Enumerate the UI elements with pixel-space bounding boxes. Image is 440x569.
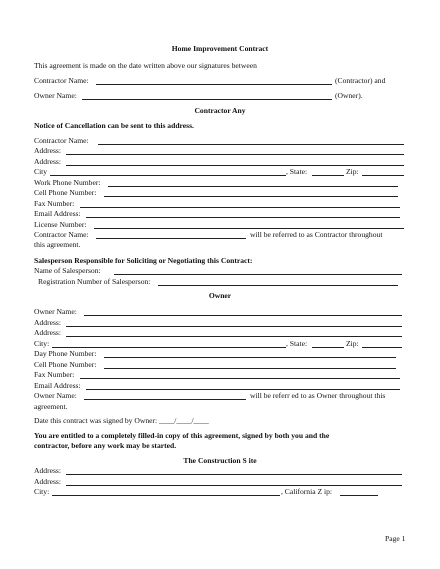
contractor-fax-line[interactable]	[80, 207, 400, 208]
owner-email-label: Email Address:	[34, 381, 81, 390]
contractor-license-label: License Number:	[34, 220, 87, 229]
site-address2-line[interactable]	[66, 485, 402, 486]
contractor-fax-label: Fax Number:	[34, 199, 75, 208]
contractor-referred-text: will be referred to as Contractor throughout	[250, 230, 383, 239]
intro-owner-label: Owner Name:	[34, 91, 77, 100]
contractor-work-phone-line[interactable]	[108, 186, 398, 187]
entitlement-line-2: contractor, before any work may be started.	[34, 441, 177, 450]
site-zip-line[interactable]	[340, 495, 378, 496]
salesperson-registration-line[interactable]	[158, 285, 398, 286]
owner-name-label: Owner Name:	[34, 307, 77, 316]
contractor-zip-line[interactable]	[362, 175, 404, 176]
salesperson-heading: Salesperson Responsible for Soliciting or Negotiating this Contract:	[34, 256, 253, 265]
contractor-address1-label: Address:	[34, 146, 61, 155]
contractor-referred-line[interactable]	[96, 238, 246, 239]
owner-name-line[interactable]	[84, 315, 402, 316]
contractor-cell-phone-label: Cell Phone Number:	[34, 188, 97, 197]
site-address1-label: Address:	[34, 466, 61, 475]
contractor-city-label: City	[34, 167, 48, 176]
owner-cell-phone-label: Cell Phone Number:	[34, 360, 97, 369]
owner-email-line[interactable]	[86, 389, 400, 390]
contractor-city-line[interactable]	[50, 175, 286, 176]
intro-text: This agreement is made on the date written above our signatures between	[34, 61, 257, 70]
site-city-line[interactable]	[52, 495, 280, 496]
owner-referred-text-2: agreement.	[34, 402, 68, 411]
contractor-referred-label: Contractor Name:	[34, 230, 89, 239]
site-city-label: City:	[34, 487, 50, 496]
contractor-email-label: Email Address:	[34, 209, 81, 218]
contractor-address2-line[interactable]	[66, 165, 404, 166]
intro-contractor-line[interactable]	[96, 84, 332, 85]
page-title: Home Improvement Contract	[171, 44, 269, 53]
contractor-heading: Contractor Any	[194, 106, 246, 115]
contractor-name-label: Contractor Name:	[34, 136, 89, 145]
owner-address1-label: Address:	[34, 318, 61, 327]
entitlement-line-1: You are entitled to a completely filled-in copy of this agreement, signed by both you and the	[34, 431, 330, 440]
site-state-zip-label: , California Z ip:	[281, 487, 333, 496]
cancellation-notice: Notice of Cancellation can be sent to this address.	[34, 121, 194, 130]
owner-fax-label: Fax Number:	[34, 370, 75, 379]
salesperson-name-line[interactable]	[114, 274, 402, 275]
signed-date-line[interactable]: Date this contract was signed by Owner: ____/____/____	[34, 416, 209, 425]
owner-zip-line[interactable]	[362, 347, 402, 348]
owner-fax-line[interactable]	[80, 378, 400, 379]
site-address1-line[interactable]	[66, 474, 402, 475]
owner-day-phone-line[interactable]	[104, 357, 396, 358]
owner-city-label: City:	[34, 339, 50, 348]
contractor-state-line[interactable]	[312, 175, 344, 176]
contractor-work-phone-label: Work Phone Number:	[34, 178, 101, 187]
contractor-state-label: , State:	[286, 167, 308, 176]
owner-address2-label: Address:	[34, 328, 61, 337]
owner-referred-line[interactable]	[84, 399, 246, 400]
page-number: Page 1	[385, 534, 406, 543]
owner-day-phone-label: Day Phone Number:	[34, 349, 97, 358]
intro-owner-suffix: (Owner).	[335, 91, 363, 100]
owner-city-line[interactable]	[52, 347, 286, 348]
owner-heading: Owner	[208, 291, 232, 300]
intro-contractor-suffix: (Contractor) and	[335, 76, 386, 85]
owner-referred-text: will be referr ed to as Owner throughout this	[250, 391, 386, 400]
intro-contractor-label: Contractor Name:	[34, 76, 89, 85]
owner-state-line[interactable]	[312, 347, 344, 348]
contractor-license-line[interactable]	[94, 228, 404, 229]
salesperson-name-label: Name of Salesperson:	[34, 266, 101, 275]
salesperson-registration-label: Registration Number of Salesperson:	[38, 277, 151, 286]
contractor-email-line[interactable]	[86, 217, 400, 218]
owner-referred-label: Owner Name:	[34, 391, 77, 400]
site-heading: The Construction S ite	[183, 456, 257, 465]
owner-cell-phone-line[interactable]	[104, 368, 396, 369]
owner-zip-label: Zip:	[346, 339, 359, 348]
owner-state-label: , State:	[286, 339, 308, 348]
site-address2-label: Address:	[34, 477, 61, 486]
contractor-name-line[interactable]	[98, 144, 404, 145]
owner-address2-line[interactable]	[66, 336, 402, 337]
contractor-address2-label: Address:	[34, 157, 61, 166]
intro-owner-line[interactable]	[82, 99, 332, 100]
contractor-referred-text-2: this agreement.	[34, 240, 81, 249]
contractor-cell-phone-line[interactable]	[104, 196, 398, 197]
owner-address1-line[interactable]	[66, 326, 402, 327]
contractor-address1-line[interactable]	[66, 154, 404, 155]
contractor-zip-label: Zip:	[346, 167, 359, 176]
